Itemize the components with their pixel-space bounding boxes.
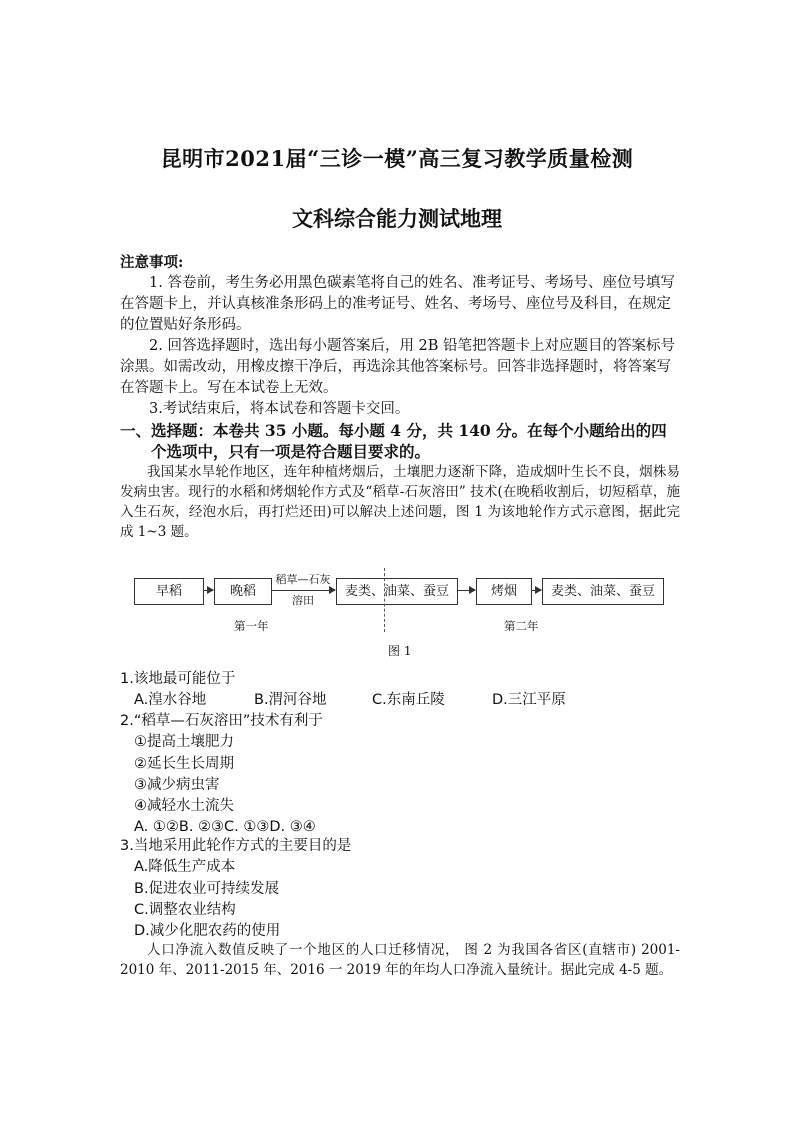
arrow-label-bottom: 溶田 [292, 594, 314, 607]
question-stem: 1.该地最可能位于 [120, 671, 236, 687]
passage-1: 我国某水旱轮作地区，连年种植烤烟后，土壤肥力逐渐下降，造成烟叶生长不良，烟株易发病虫害。现行的水稻和烤烟轮作方式及“稻草-石灰溶田” 技术(在晚稻收割后，切短稻草，施入生石灰，经泡水后，再打烂还田)可以解决上述问题，图 1 为该地轮作方式示意图，据此完成 1~3 题。 [120, 464, 680, 540]
box-tobacco: 烤烟 [476, 578, 532, 605]
box-wheat-rape-bean-2: 麦类、油菜、蚕豆 [542, 578, 664, 605]
notice-section [120, 252, 680, 542]
notice-heading: 注意事项: [120, 254, 184, 271]
statement-4: ④减轻水土流失 [134, 798, 234, 815]
statement-1: ①提高土壤肥力 [134, 734, 234, 751]
figure-caption: 图 1 [388, 644, 412, 658]
notice-item-1: 1. 答卷前，考生务必用黑色碳素笔将自己的姓名、准考证号、考场号、座位号填写在答题卡上，并认真核准条形码上的准考证号、姓名、考场号、座位号及科目，在规定的位置贴好条形码。 [120, 275, 675, 333]
section-instructions: 选择题：本卷共 35 小题。每小题 4 分，共 140 分。在每个小题给出的四个选项中，只有一项是符合题目要求的。 [151, 421, 667, 461]
box-wheat-rape-bean-1: 麦类、油菜、蚕豆 [336, 578, 458, 605]
question-stem: 3.当地采用此轮作方式的主要目的是 [120, 838, 352, 854]
arrow-2 [271, 590, 335, 591]
section-number: 一、 [120, 421, 152, 440]
question-options [120, 690, 680, 711]
option-b: B.渭河谷地 [254, 692, 327, 709]
option-d: D.三江平原 [492, 692, 566, 709]
rotation-diagram [126, 568, 686, 668]
year-divider [384, 568, 385, 632]
option-d: D.减少化肥农药的使用 [134, 923, 281, 940]
question-1 [120, 669, 680, 712]
arrow-3 [457, 590, 475, 591]
arrow-1 [203, 590, 213, 591]
statement-2: ②延长生长周期 [134, 755, 234, 772]
option-c: C.东南丘陵 [372, 692, 445, 709]
section-heading [120, 420, 680, 462]
exam-subtitle: 文科综合能力测试地理 [292, 206, 502, 231]
year-one-label: 第一年 [234, 619, 269, 633]
notice-item-2: 2. 回答选择题时，选出每小题答案后，用 2B 铅笔把答题卡上对应题目的答案标号涂黑。如需改动，用橡皮擦干净后，再选涂其他答案标号。回答非选择题时，将答案写在答题卡上。写在本试卷上无效。 [120, 338, 676, 396]
option-a: A.降低生产成本 [134, 859, 236, 876]
passage-2: 人口净流入数值反映了一个地区的人口迁移情况， 图 2 为我国各省区(直辖市) 2001-2010 年、2011-2015 年、2016 一 2019 年的年均人口净流入量统计。据此完成 4-5 题。 [120, 942, 680, 978]
arrow-4 [531, 590, 541, 591]
exam-title: 昆明市2021届“三诊一模”高三复习教学质量检测 [160, 146, 634, 171]
option-c: C.调整农业结构 [134, 901, 236, 918]
arrow-label-top: 稻草—石灰 [275, 573, 331, 586]
box-early-rice: 早稻 [134, 578, 204, 605]
option-a: A.湟水谷地 [134, 692, 207, 709]
question-2 [120, 711, 680, 839]
year-two-label: 第二年 [504, 619, 539, 633]
option-b: B.促进农业可持续发展 [134, 880, 280, 897]
question-3 [120, 836, 680, 942]
statement-3: ③减少病虫害 [134, 776, 220, 793]
question-options: A. ①②B. ②③C. ①③D. ③④ [134, 819, 316, 836]
question-stem: 2.“稻草—石灰溶田”技术有利于 [120, 713, 323, 729]
box-late-rice: 晚稻 [214, 578, 272, 605]
notice-item-3: 3.考试结束后，将本试卷和答题卡交回。 [149, 401, 410, 417]
